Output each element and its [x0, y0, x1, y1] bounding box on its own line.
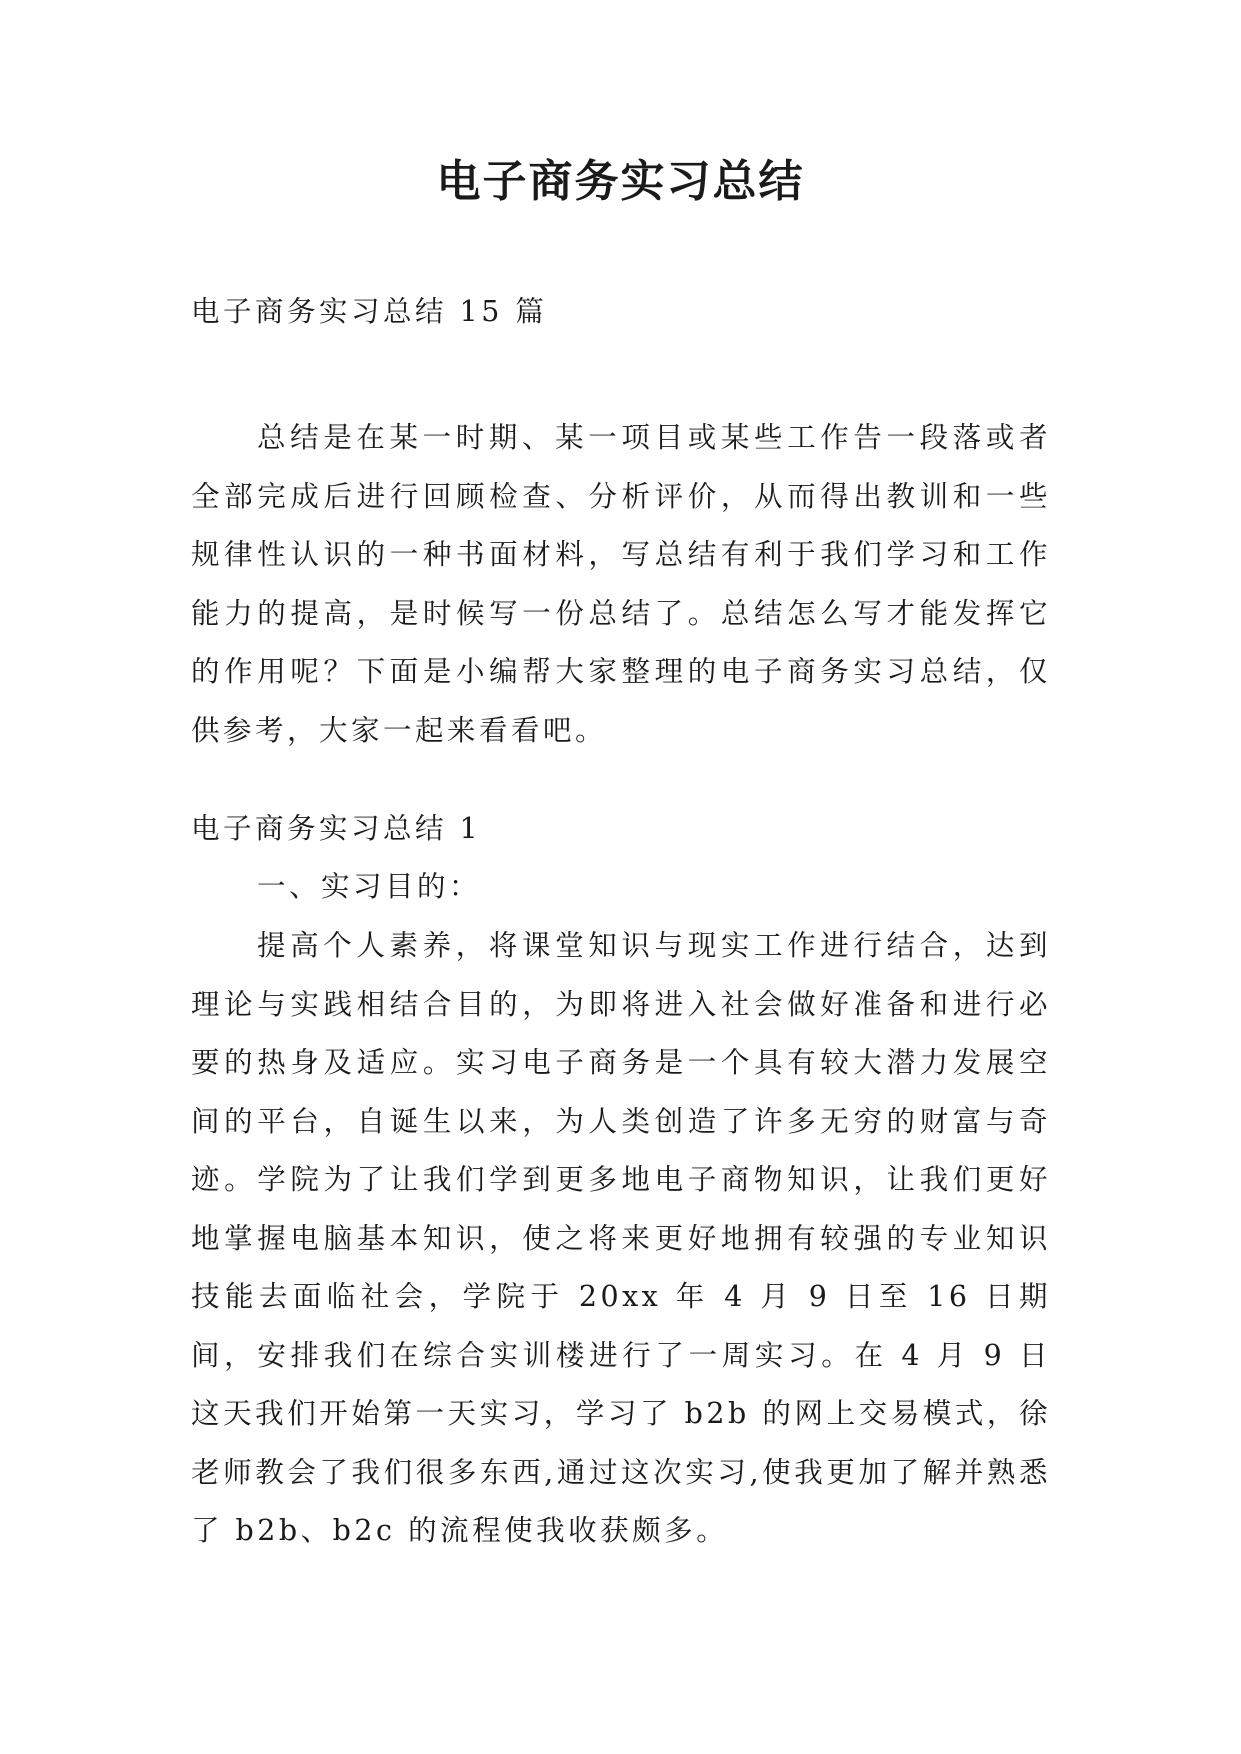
body-paragraph: 提高个人素养，将课堂知识与现实工作进行结合，达到理论与实践相结合目的，为即将进入社会做好准备和进行必要的热身及适应。实习电子商务是一个具有较大潜力发展空间的平台，自诞生以来，为人类创造了许多无穷的财富与奇迹。学院为了让我们学到更多地电子商物知识，让我们更好地掌握电脑基本知识，使之将来更好地拥有较强的专业知识技能去面临社会，学院于 20xx 年 4 月 9 日至 16 日期间，安排我们在综合实训楼进行了一周实习。在 4 月 9 日这天我们开始第一天实习，学习了 b2b 的网上交易模式，徐老师教会了我们很多东西,通过这次实习,使我更加了解并熟悉了 b2b、b2c 的流程使我收获颇多。 — [191, 929, 1051, 1547]
section-subheading: 一、实习目的： — [257, 870, 482, 903]
document-title: 电子商务实习总结 — [436, 156, 805, 207]
document-subtitle: 电子商务实习总结 15 篇 — [191, 295, 548, 328]
section-heading: 电子商务实习总结 1 — [191, 812, 482, 845]
intro-paragraph: 总结是在某一时期、某一项目或某些工作告一段落或者全部完成后进行回顾检查、分析评价，从而得出教训和一些规律性认识的一种书面材料，写总结有利于我们学习和工作能力的提高，是时候写一份总结了。总结怎么写才能发挥它的作用呢？下面是小编帮大家整理的电子商务实习总结，仅供参考，大家一起来看看吧。 — [191, 421, 1051, 747]
